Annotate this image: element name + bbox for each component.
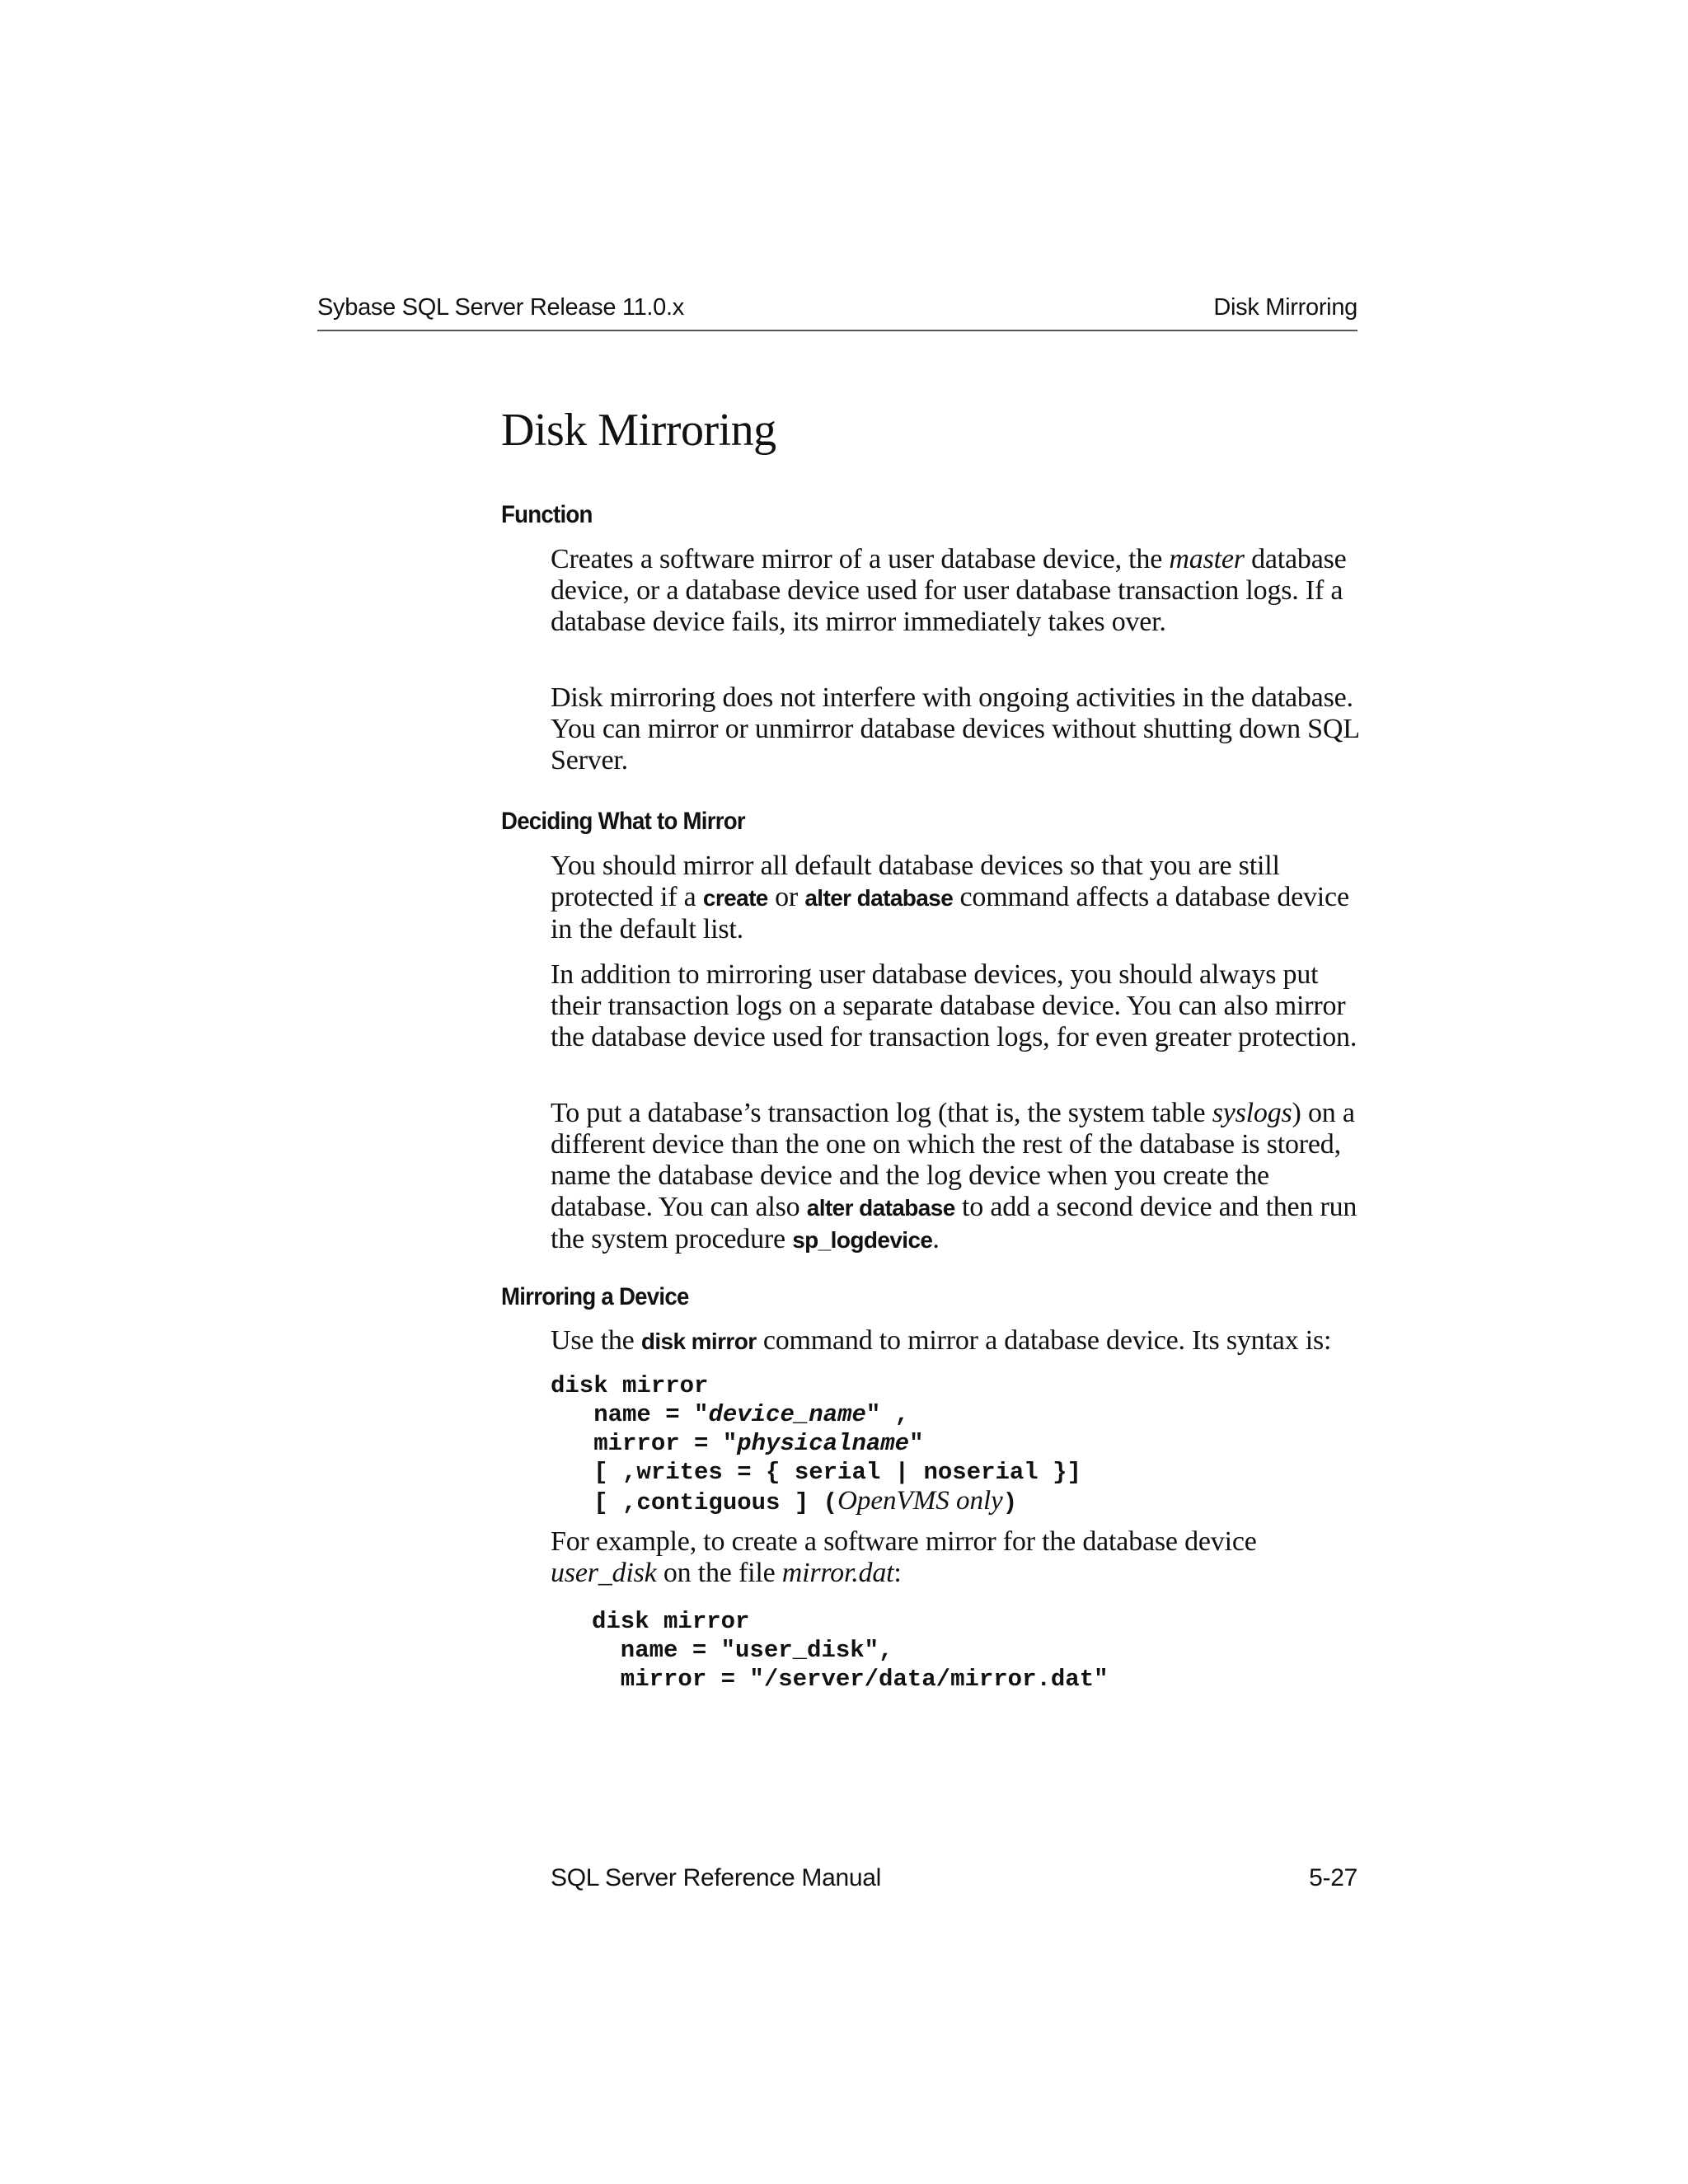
- example-block: [592, 1607, 1109, 1694]
- heading-deciding: Deciding What to Mirror: [501, 808, 745, 835]
- header-chapter: Disk Mirroring: [1213, 294, 1357, 321]
- text: You should mirror all default database devices so that you are still protected if a: [551, 851, 1280, 912]
- running-footer: [551, 1864, 1357, 1897]
- example-line: mirror = "/server/data/mirror.dat": [592, 1666, 1109, 1693]
- mirroring-paragraph-2: [551, 1526, 1367, 1589]
- text: command affects a database device in the default list.: [551, 882, 1349, 944]
- footer-manual-title: SQL Server Reference Manual: [551, 1864, 881, 1891]
- code-text: ": [909, 1430, 924, 1457]
- alter-database-keyword: alter database: [804, 885, 954, 911]
- heading-function: Function: [501, 501, 593, 528]
- example-line: name = "user_disk",: [592, 1637, 893, 1664]
- text: For example, to create a software mirror for the database device: [551, 1526, 1257, 1557]
- code-text: " ,: [865, 1401, 910, 1428]
- syntax-line: [551, 1400, 1081, 1429]
- master-term: master: [1169, 544, 1245, 574]
- text: .: [932, 1224, 940, 1254]
- text: command to mirror a database device. Its syntax is:: [756, 1325, 1332, 1356]
- heading-mirroring: Mirroring a Device: [501, 1283, 689, 1310]
- page-title: Disk Mirroring: [501, 405, 776, 456]
- device-name-placeholder: device_name: [708, 1401, 866, 1428]
- text: database device, or a database device used for user database transaction logs. If a database device fails, its mirror immediately takes over.: [551, 544, 1347, 637]
- text: :: [893, 1558, 902, 1588]
- text: Use the: [551, 1325, 641, 1356]
- openvms-note: OpenVMS only: [837, 1486, 1003, 1516]
- syntax-line: disk mirror: [551, 1372, 709, 1399]
- physicalname-placeholder: physicalname: [737, 1430, 910, 1457]
- disk-mirror-keyword: disk mirror: [640, 1329, 757, 1354]
- syntax-line: [ ,writes = { serial | noserial }]: [551, 1459, 1081, 1486]
- code-text: ): [1002, 1489, 1018, 1516]
- mirror-dat-term: mirror.dat: [781, 1558, 894, 1588]
- deciding-paragraph-2: In addition to mirroring user database devices, you should always put their transaction logs on a separate database device. You can also mirror the database device used for transaction logs, for even greater protection.: [551, 959, 1357, 1052]
- text: on the file: [656, 1558, 782, 1588]
- example-line: disk mirror: [592, 1608, 750, 1635]
- code-text: mirror = ": [551, 1430, 738, 1457]
- header-release: Sybase SQL Server Release 11.0.x: [317, 294, 684, 321]
- sp-logdevice-keyword: sp_logdevice: [792, 1227, 933, 1253]
- create-keyword: create: [702, 885, 768, 911]
- syslogs-term: syslogs: [1212, 1098, 1292, 1128]
- deciding-paragraph-3: [551, 1098, 1367, 1256]
- text: To put a database’s transaction log (that is, the system table: [551, 1098, 1212, 1128]
- function-paragraph-2: Disk mirroring does not interfere with ongoing activities in the database. You can mirror or unmirror database devices without shutting down SQL Server.: [551, 682, 1359, 776]
- user-disk-term: user_disk: [551, 1558, 657, 1588]
- syntax-line: [551, 1429, 1081, 1458]
- code-text: [ ,contiguous ] (: [551, 1489, 838, 1516]
- syntax-line: [551, 1487, 1081, 1517]
- page-number: 5-27: [1309, 1864, 1357, 1891]
- text: ) on a different device than the one on which the rest of the database is stored, name the database device and the log device when you create the database. You can also: [551, 1098, 1355, 1222]
- alter-database-keyword: alter database: [806, 1195, 955, 1221]
- function-paragraph-1: [551, 544, 1367, 638]
- text: or: [767, 882, 805, 912]
- code-text: name = ": [551, 1401, 709, 1428]
- running-header: [317, 290, 1357, 331]
- text: Creates a software mirror of a user database device, the: [551, 544, 1170, 574]
- deciding-paragraph-1: [551, 851, 1367, 945]
- mirroring-paragraph-1: [551, 1325, 1367, 1357]
- syntax-block: [551, 1371, 1081, 1517]
- text: to add a second device and then run the system procedure: [551, 1192, 1357, 1254]
